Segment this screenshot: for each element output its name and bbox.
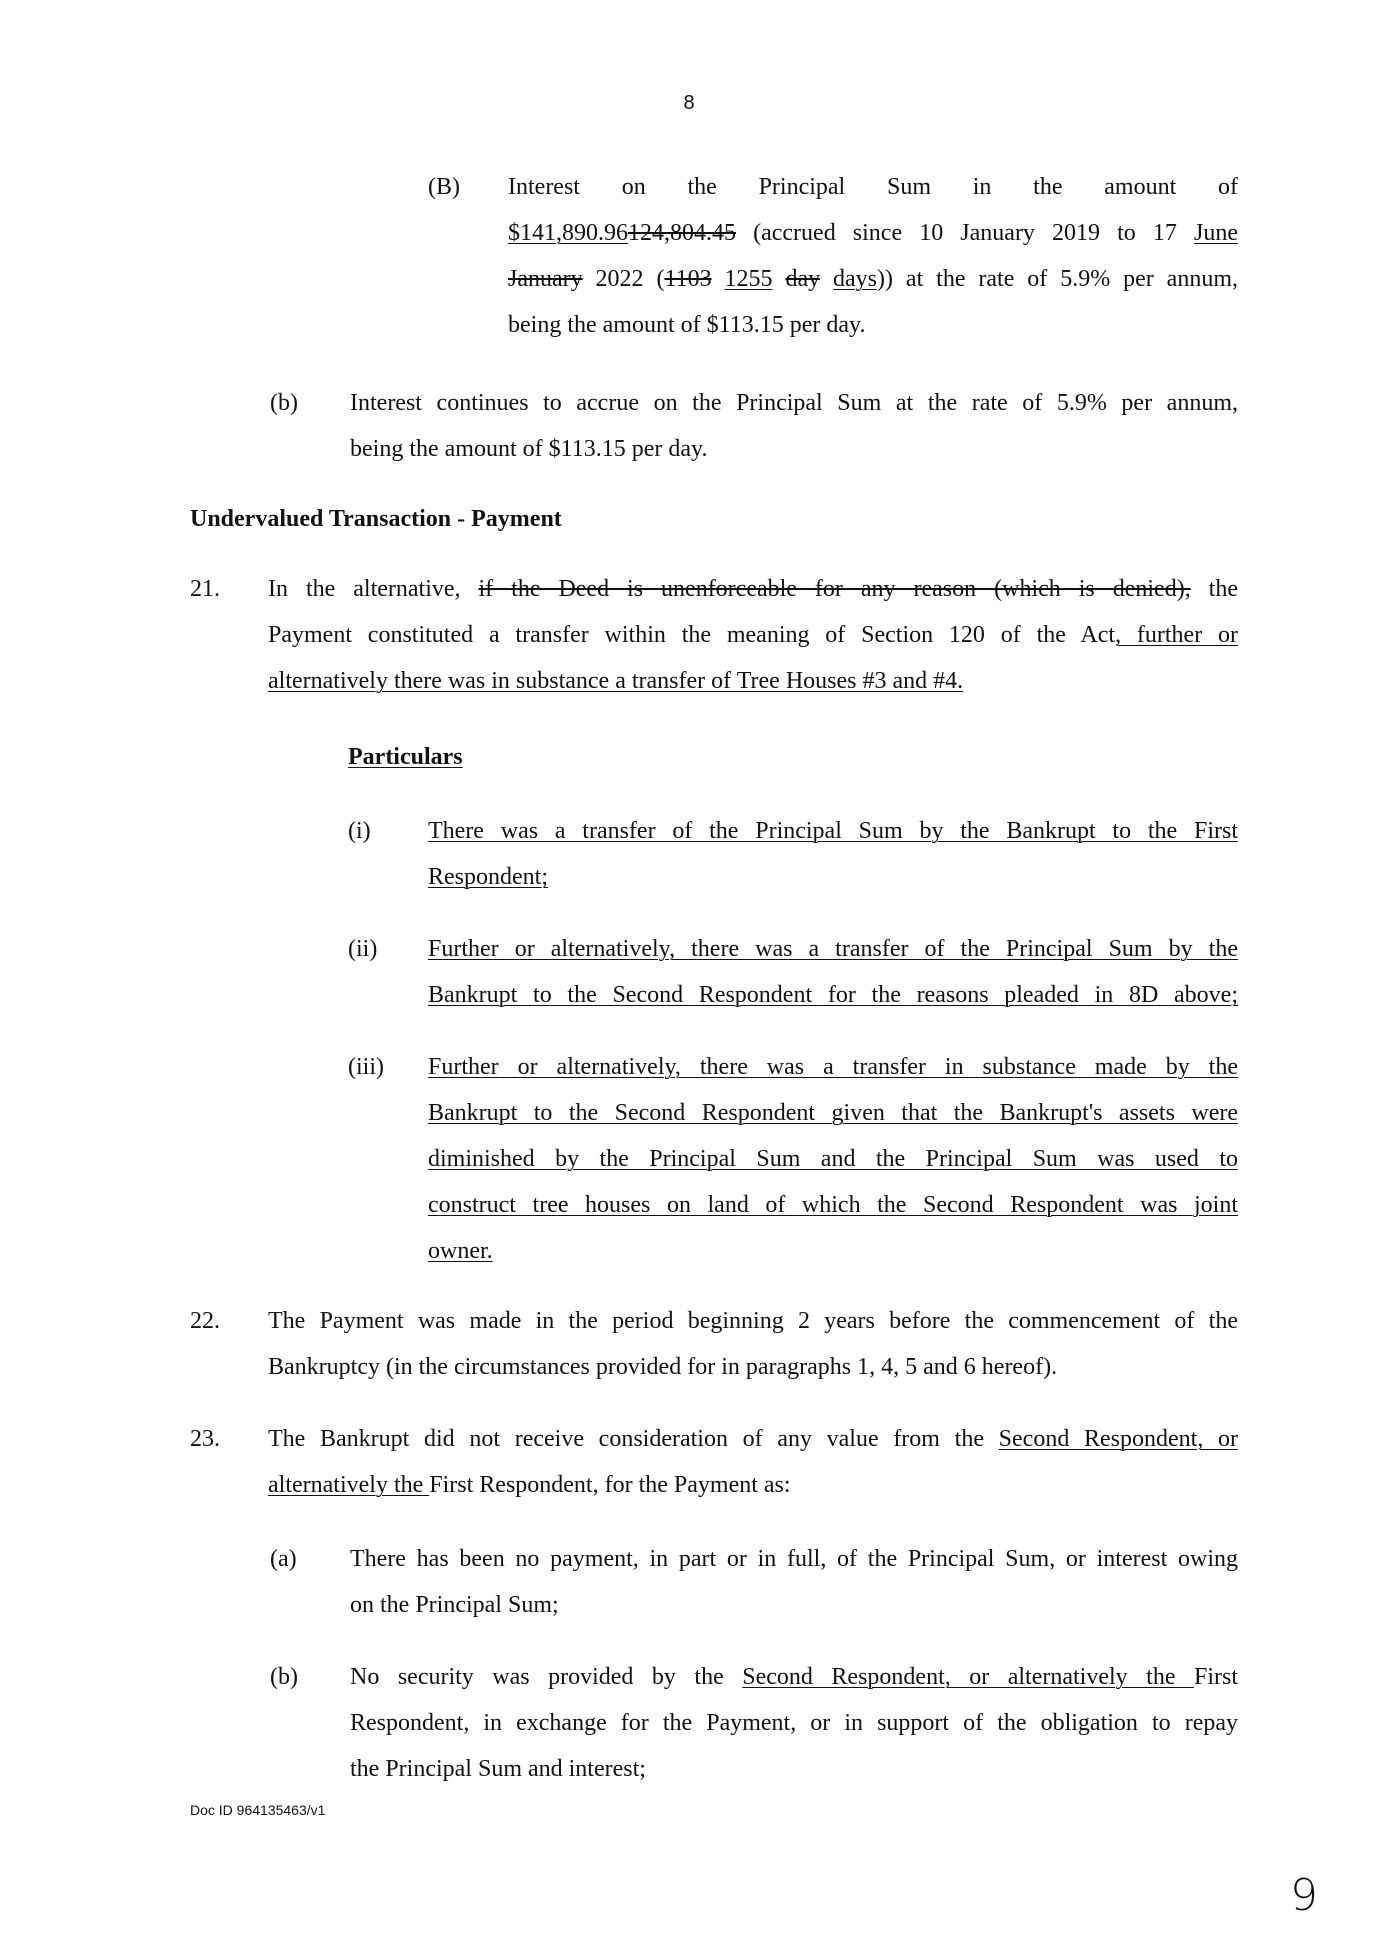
para-21-text — [268, 566, 1238, 704]
particular-iii-line-5: owner. — [428, 1238, 493, 1264]
handwritten-page-number: 9 — [1290, 1870, 1318, 1921]
item-b-top-label: (b) — [270, 390, 298, 416]
particular-iii-line-4: construct tree houses on land of which the Second Respondent was joint — [428, 1192, 1238, 1218]
item-B-line-2: $141,890.96124,804.45 (accrued since 10 January 2019 to 17 June — [508, 220, 1238, 246]
para-23-line-2: alternatively the First Respondent, for the Payment as: — [268, 1472, 791, 1498]
particular-i-line-2: Respondent; — [428, 864, 548, 890]
item-B-line-1: Interest on the Principal Sum in the amount of — [508, 174, 1238, 200]
footer-doc-id: Doc ID 964135463/v1 — [190, 1802, 326, 1818]
item-B-text — [508, 164, 1238, 348]
para-23-a-label: (a) — [270, 1546, 297, 1572]
para-21-number: 21. — [190, 576, 220, 602]
page-number: 8 — [683, 92, 695, 114]
item-b-top-line-2: being the amount of $113.15 per day. — [350, 436, 708, 462]
section-heading: Undervalued Transaction - Payment — [190, 506, 562, 532]
para-23-b-line-1: No security was provided by the Second Respondent, or alternatively the First — [350, 1664, 1239, 1690]
particular-iii-text — [428, 1044, 1238, 1274]
para-22-number: 22. — [190, 1308, 220, 1334]
particulars-heading: Particulars — [348, 744, 463, 770]
item-b-top-text — [350, 380, 1238, 472]
para-23-a-text — [350, 1536, 1238, 1628]
para-21-line-3: alternatively there was in substance a transfer of Tree Houses #3 and #4. — [268, 668, 964, 694]
item-B-line-4: being the amount of $113.15 per day. — [508, 312, 866, 338]
particular-iii-line-1: Further or alternatively, there was a transfer in substance made by the — [428, 1054, 1238, 1080]
para-23-text — [268, 1416, 1238, 1508]
item-B-label: (B) — [428, 174, 460, 200]
para-23-b-line-2: Respondent, in exchange for the Payment, or in support of the obligation to repay — [350, 1710, 1238, 1736]
para-22-text — [268, 1298, 1238, 1390]
para-23-a-line-1: There has been no payment, in part or in full, of the Principal Sum, or interest owing — [350, 1546, 1238, 1572]
para-23-line-1: The Bankrupt did not receive consideration of any value from the Second Respondent, or — [268, 1426, 1239, 1452]
item-b-top-line-1: Interest continues to accrue on the Principal Sum at the rate of 5.9% per annum, — [350, 390, 1238, 416]
para-21-line-2: Payment constituted a transfer within the meaning of Section 120 of the Act, further or — [268, 622, 1238, 648]
particular-iii-line-3: diminished by the Principal Sum and the Principal Sum was used to — [428, 1146, 1238, 1172]
particular-ii-text — [428, 926, 1238, 1018]
particular-ii-label: (ii) — [348, 936, 378, 962]
item-B-line-3: January 2022 (1103 1255 day days)) at the rate of 5.9% per annum, — [508, 266, 1238, 292]
particular-i-label: (i) — [348, 818, 371, 844]
para-22-line-2: Bankruptcy (in the circumstances provided for in paragraphs 1, 4, 5 and 6 hereof). — [268, 1354, 1058, 1380]
particular-ii-line-2: Bankrupt to the Second Respondent for the reasons pleaded in 8D above; — [428, 982, 1238, 1008]
particular-iii-line-2: Bankrupt to the Second Respondent given that the Bankrupt's assets were — [428, 1100, 1238, 1126]
para-23-b-text — [350, 1654, 1238, 1792]
para-23-b-line-3: the Principal Sum and interest; — [350, 1756, 646, 1782]
para-23-a-line-2: on the Principal Sum; — [350, 1592, 559, 1618]
para-23-b-label: (b) — [270, 1664, 298, 1690]
particular-i-text — [428, 808, 1238, 900]
para-21-line-1: In the alternative, if the Deed is unenforceable for any reason (which is denied), the — [268, 576, 1238, 602]
para-22-line-1: The Payment was made in the period beginning 2 years before the commencement of the — [268, 1308, 1238, 1334]
particular-ii-line-1: Further or alternatively, there was a transfer of the Principal Sum by the — [428, 936, 1238, 962]
particular-i-line-1: There was a transfer of the Principal Sum by the Bankrupt to the First — [428, 818, 1238, 844]
particular-iii-label: (iii) — [348, 1054, 384, 1080]
para-23-number: 23. — [190, 1426, 220, 1452]
